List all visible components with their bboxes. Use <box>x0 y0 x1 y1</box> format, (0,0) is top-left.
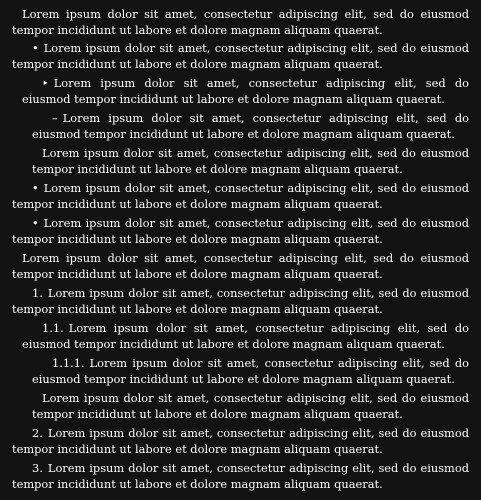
list-item-text: Lorem ipsum dolor sit amet, consectetur adipiscing elit, sed do eiusmod tempor incididunt ut labore et dolore magnam aliquam quaerat. <box>32 356 469 387</box>
list-item-text: Lorem ipsum dolor sit amet, consectetur adipiscing elit, sed do eiusmod tempor incididunt ut labore et dolore magnam aliquam quaerat. <box>12 461 469 492</box>
paragraph <box>0 145 481 177</box>
list-item-text: Lorem ipsum dolor sit amet, consectetur adipiscing elit, sed do eiusmod tempor incididunt ut labore et dolore magnam aliquam quaerat. <box>22 76 469 107</box>
number-marker: 2. <box>32 426 43 440</box>
list-item-text: Lorem ipsum dolor sit amet, consectetur adipiscing elit, sed do eiusmod tempor incididunt ut labore et dolore magnam aliquam quaerat. <box>32 111 469 142</box>
bullet-marker: • <box>32 41 39 55</box>
numbered-list-item <box>0 460 481 492</box>
list-item-text: Lorem ipsum dolor sit amet, consectetur adipiscing elit, sed do eiusmod tempor incididunt ut labore et dolore magnam aliquam quaerat. <box>12 181 469 212</box>
paragraph-text: Lorem ipsum dolor sit amet, consectetur adipiscing elit, sed do eiusmod tempor incididunt ut labore et dolore magnam aliquam quaerat. <box>32 391 469 422</box>
number-marker: 3. <box>32 461 43 475</box>
bullet-marker: • <box>32 181 39 195</box>
paragraph <box>0 390 481 422</box>
list-item-text: Lorem ipsum dolor sit amet, consectetur adipiscing elit, sed do eiusmod tempor incididunt ut labore et dolore magnam aliquam quaerat. <box>12 41 469 72</box>
paragraph-text: Lorem ipsum dolor sit amet, consectetur adipiscing elit, sed do eiusmod tempor incididunt ut labore et dolore magnam aliquam quaerat. <box>12 251 469 282</box>
numbered-list-item <box>0 355 481 387</box>
bullet-marker: • <box>32 216 39 230</box>
triangle-bullet-marker: ‣ <box>42 76 49 90</box>
paragraph-text: Lorem ipsum dolor sit amet, consectetur adipiscing elit, sed do eiusmod tempor incididunt ut labore et dolore magnam aliquam quaerat. <box>32 146 469 177</box>
list-item <box>0 110 481 142</box>
list-item-text: Lorem ipsum dolor sit amet, consectetur adipiscing elit, sed do eiusmod tempor incididunt ut labore et dolore magnam aliquam quaerat. <box>12 426 469 457</box>
list-item <box>0 180 481 212</box>
number-marker: 1. <box>32 286 43 300</box>
dash-marker: – <box>52 111 58 125</box>
numbered-list-item <box>0 285 481 317</box>
numbered-list-item <box>0 425 481 457</box>
list-item <box>0 215 481 247</box>
paragraph <box>0 250 481 282</box>
paragraph <box>0 6 481 38</box>
paragraph-text: Lorem ipsum dolor sit amet, consectetur adipiscing elit, sed do eiusmod tempor incididunt ut labore et dolore magnam aliquam quaerat. <box>12 7 469 38</box>
number-marker: 1.1.1. <box>52 356 85 370</box>
numbered-list-item <box>0 320 481 352</box>
list-item <box>0 40 481 72</box>
list-item-text: Lorem ipsum dolor sit amet, consectetur adipiscing elit, sed do eiusmod tempor incididunt ut labore et dolore magnam aliquam quaerat. <box>12 216 469 247</box>
number-marker: 1.1. <box>42 321 64 335</box>
list-item <box>0 75 481 107</box>
list-item-text: Lorem ipsum dolor sit amet, consectetur adipiscing elit, sed do eiusmod tempor incididunt ut labore et dolore magnam aliquam quaerat. <box>12 286 469 317</box>
list-item-text: Lorem ipsum dolor sit amet, consectetur adipiscing elit, sed do eiusmod tempor incididunt ut labore et dolore magnam aliquam quaerat. <box>22 321 469 352</box>
